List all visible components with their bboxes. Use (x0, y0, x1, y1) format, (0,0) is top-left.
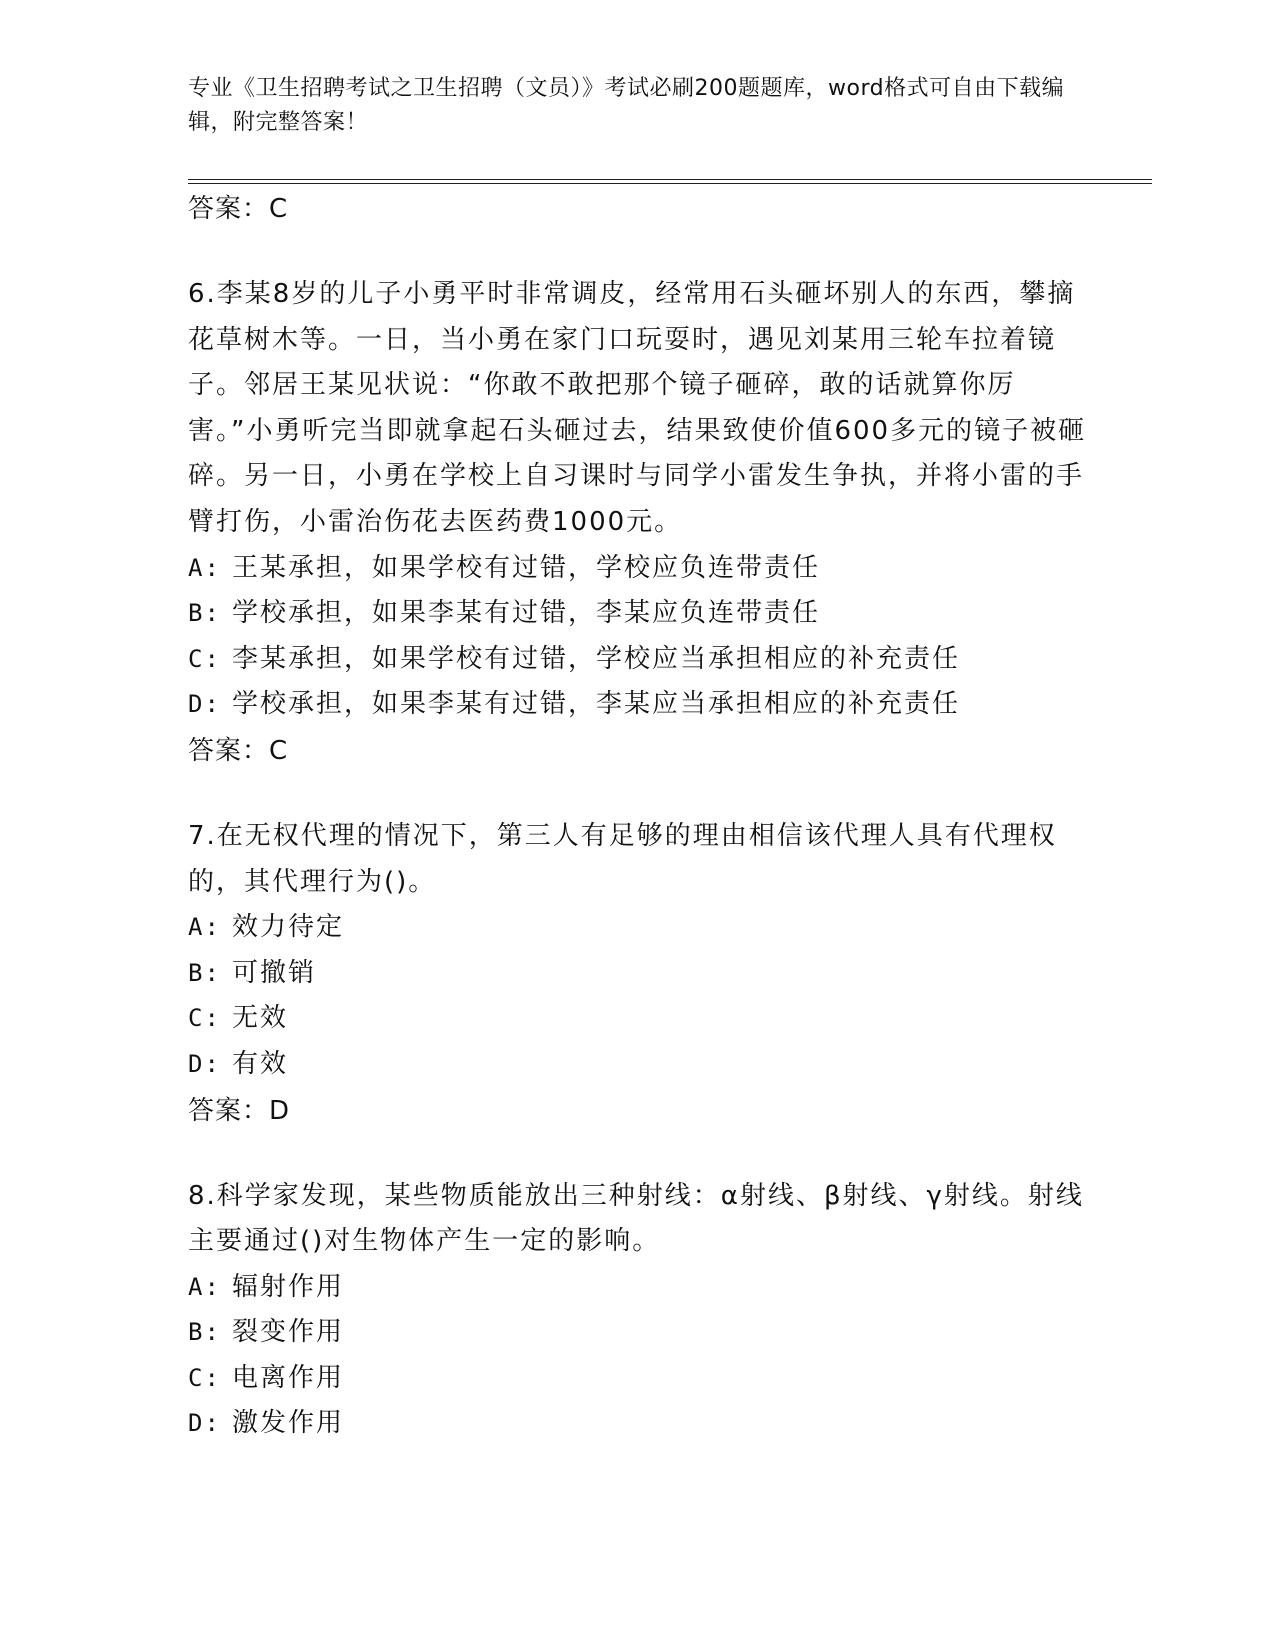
option-letter: D: (188, 690, 221, 719)
answer: 答案：C (188, 735, 289, 766)
question-8 (188, 1174, 1088, 1448)
option-letter: C: (188, 1004, 221, 1033)
question-stem: 7.在无权代理的情况下，第三人有足够的理由相信该代理人具有代理权的，其代理行为()。 (188, 820, 1057, 897)
option-letter: B: (188, 1318, 221, 1347)
option-letter: A: (188, 1272, 221, 1301)
option-text: 王某承担，如果学校有过错，学校应负连带责任 (232, 552, 821, 583)
option-text: 效力待定 (232, 912, 345, 943)
option-letter: D: (188, 1049, 221, 1078)
option-text: 学校承担，如果李某有过错，李某应负连带责任 (232, 598, 821, 629)
option-b (188, 951, 1088, 997)
question-6 (188, 272, 1088, 774)
option-a (188, 546, 1088, 592)
question-stem: 8.科学家发现，某些物质能放出三种射线：α射线、β射线、γ射线。射线主要通过()对生物体产生一定的影响。 (188, 1180, 1084, 1257)
option-letter: C: (188, 1363, 221, 1392)
option-a (188, 905, 1088, 951)
question-stem: 6.李某8岁的儿子小勇平时非常调皮，经常用石头砸坏别人的东西，攀摘花草树木等。一日，当小勇在家门口玩耍时，遇见刘某用三轮车拉着镜子。邻居王某见状说：“你敢不敢把那个镜子砸碎，敢的话就算你厉害。”小勇听完当即就拿起石头砸过去，结果致使价值600多元的镜子被砸碎。另一日，小勇在学校上自习课时与同学小雷发生争执，并将小雷的手臂打伤，小雷治伤花去医药费1000元。 (188, 279, 1087, 537)
option-d (188, 682, 1088, 728)
option-letter: A: (188, 553, 221, 582)
option-text: 无效 (232, 1003, 289, 1034)
option-a (188, 1265, 1088, 1311)
option-letter: C: (188, 644, 221, 673)
option-text: 电离作用 (232, 1362, 345, 1393)
header-rule-bottom (188, 183, 1152, 184)
option-d (188, 1042, 1088, 1088)
option-text: 可撤销 (232, 957, 317, 988)
option-c (188, 1356, 1088, 1402)
option-text: 裂变作用 (232, 1317, 345, 1348)
option-b (188, 1310, 1088, 1356)
answer: 答案：D (188, 1095, 291, 1126)
option-letter: B: (188, 599, 221, 628)
option-b (188, 591, 1088, 637)
document-header: 专业《卫生招聘考试之卫生招聘（文员）》考试必刷200题题库，word格式可自由下载编辑，附完整答案！ (188, 76, 1065, 135)
option-text: 辐射作用 (232, 1271, 345, 1302)
document-body (188, 186, 1088, 1447)
option-text: 李某承担，如果学校有过错，学校应当承担相应的补充责任 (232, 643, 961, 674)
option-text: 有效 (232, 1048, 289, 1079)
header-rule-top (188, 179, 1152, 180)
option-letter: B: (188, 958, 221, 987)
question-7 (188, 814, 1088, 1134)
option-d (188, 1401, 1088, 1447)
answer-previous: 答案：C (188, 194, 289, 224)
option-letter: D: (188, 1409, 221, 1438)
option-letter: A: (188, 913, 221, 942)
option-c (188, 996, 1088, 1042)
option-text: 激发作用 (232, 1408, 345, 1439)
option-text: 学校承担，如果李某有过错，李某应当承担相应的补充责任 (232, 689, 961, 720)
option-c (188, 637, 1088, 683)
